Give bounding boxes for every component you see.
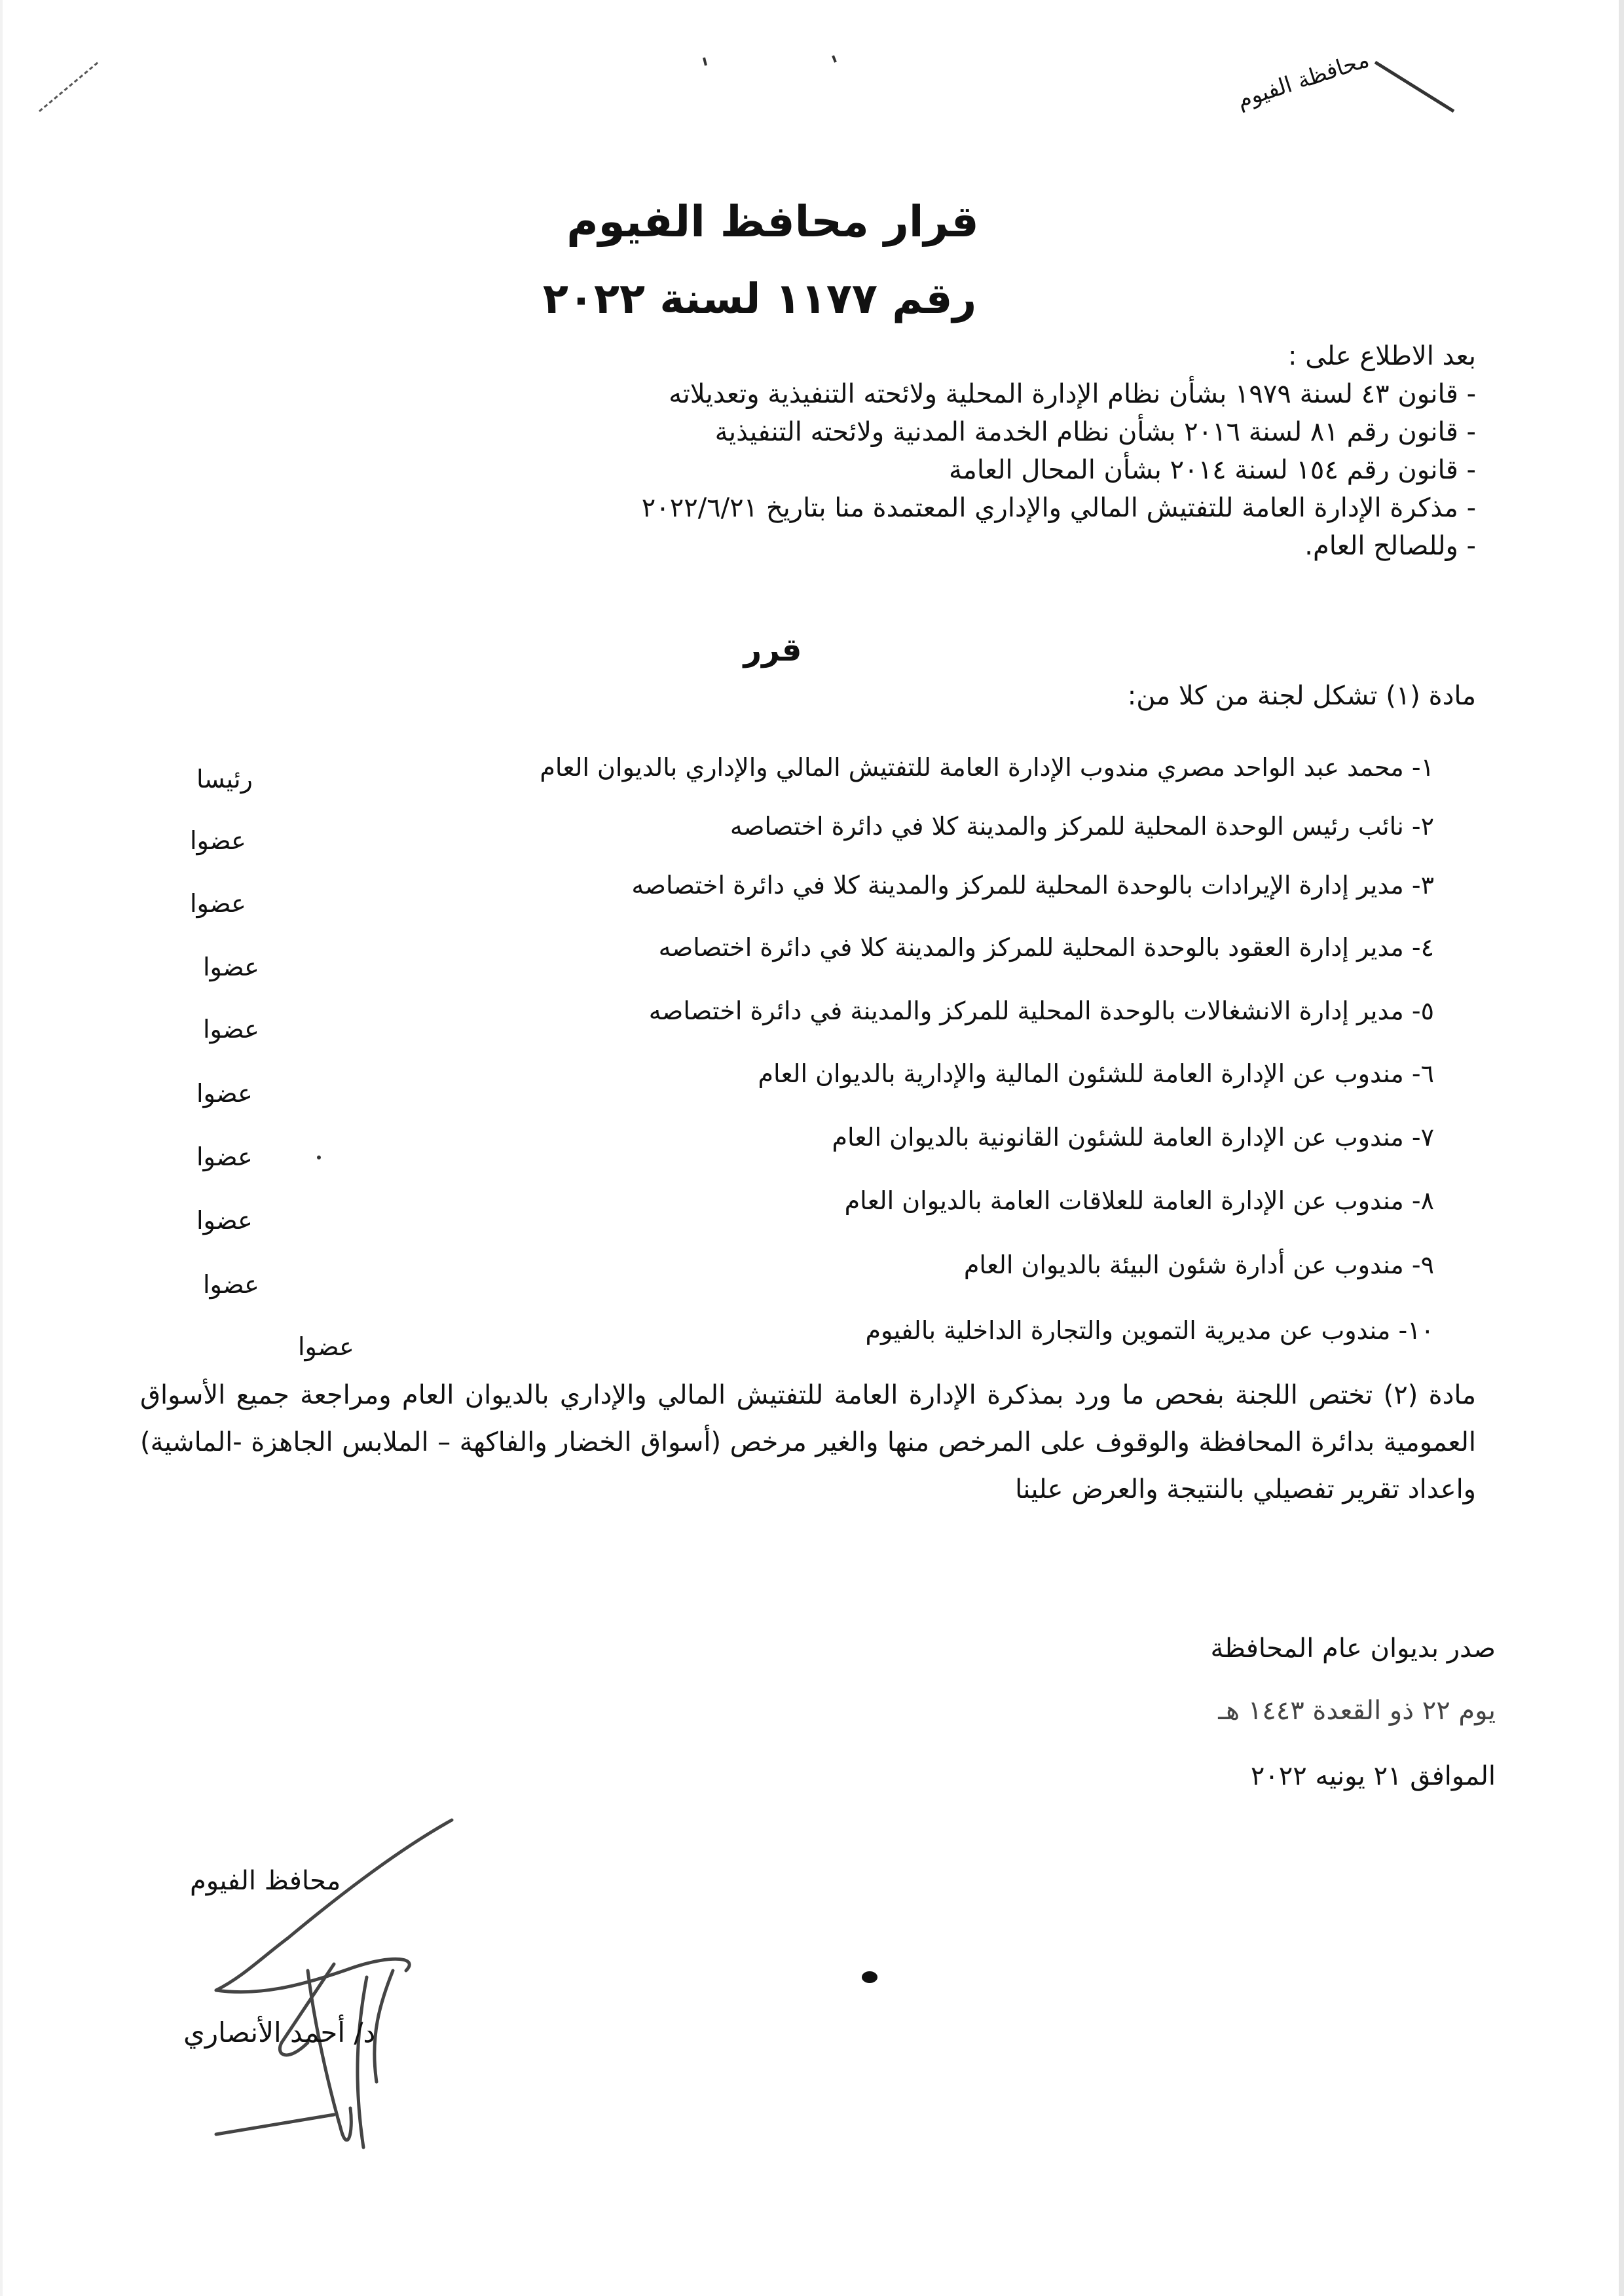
- governor-title: محافظ الفيوم: [190, 1866, 341, 1896]
- preamble-item: - قانون رقم ١٥٤ لسنة ٢٠١٤ بشأن المحال العامة: [948, 455, 1476, 485]
- member-role: عضوا: [196, 1079, 253, 1108]
- member-text: ٤- مدير إدارة العقود بالوحدة المحلية للمركز والمدينة كلا في دائرة اختصاصه: [658, 933, 1434, 962]
- member-role: عضوا: [190, 826, 246, 855]
- decision-heading: قرر: [743, 632, 802, 668]
- member-text: ٥- مدير إدارة الانشغالات بالوحدة المحلية للمركز والمدينة في دائرة اختصاصه: [648, 996, 1434, 1025]
- preamble-item: - قانون رقم ٨١ لسنة ٢٠١٦ بشأن نظام الخدمة المدنية ولائحته التنفيذية: [714, 417, 1476, 447]
- member-role: عضوا: [190, 889, 246, 918]
- member-text: ٩- مندوب عن أدارة شئون البيئة بالديوان العام: [963, 1250, 1434, 1279]
- member-text: ٢- نائب رئيس الوحدة المحلية للمركز والمدينة كلا في دائرة اختصاصه: [729, 812, 1434, 841]
- governor-name: د/ أحمد الأنصاري: [183, 2016, 376, 2049]
- member-text: ٨- مندوب عن الإدارة العامة للعلاقات العامة بالديوان العام: [844, 1186, 1434, 1215]
- preamble-item: - وللصالح العام.: [1304, 531, 1476, 561]
- member-role: عضوا: [196, 1142, 253, 1171]
- preamble-item: - قانون ٤٣ لسنة ١٩٧٩ بشأن نظام الإدارة المحلية ولائحته التنفيذية وتعديلاته: [669, 379, 1476, 409]
- gregorian-date: الموافق ٢١ يونيه ٢٠٢٢: [1250, 1761, 1496, 1791]
- preamble-intro: بعد الاطلاع على :: [1288, 341, 1476, 371]
- member-text: ١٠- مندوب عن مديرية التموين والتجارة الداخلية بالفيوم: [865, 1316, 1434, 1345]
- hijri-date: يوم ٢٢ ذو القعدة ١٤٤٣ هـ: [1218, 1696, 1496, 1726]
- decree-number: رقم ١١٧٧ لسنة ٢٠٢٢: [542, 275, 977, 323]
- member-text: ٣- مدير إدارة الإيرادات بالوحدة المحلية للمركز والمدينة كلا في دائرة اختصاصه: [631, 871, 1434, 900]
- issued-at: صدر بديوان عام المحافظة: [1210, 1633, 1496, 1664]
- member-role: عضوا: [203, 953, 259, 981]
- member-role: عضوا: [203, 1015, 259, 1044]
- member-text: ٦- مندوب عن الإدارة العامة للشئون المالية والإدارية بالديوان العام: [758, 1059, 1434, 1088]
- preamble-item: - مذكرة الإدارة العامة للتفتيش المالي والإداري المعتمدة منا بتاريخ ٢٠٢٢/٦/٢١: [641, 493, 1476, 523]
- article-1: مادة (١) تشكل لجنة من كلا من:: [1127, 681, 1476, 711]
- member-role: رئيسا: [196, 765, 253, 793]
- member-role: عضوا: [196, 1206, 253, 1235]
- member-text: ١- محمد عبد الواحد مصري مندوب الإدارة العامة للتفتيش المالي والإداري بالديوان العام: [540, 753, 1434, 782]
- decree-title: قرار محافظ الفيوم: [566, 196, 979, 247]
- member-role: عضوا: [298, 1332, 354, 1361]
- member-role: عضوا: [203, 1270, 259, 1299]
- article-2: مادة (٢) تختص اللجنة بفحص ما ورد بمذكرة الإدارة العامة للتفتيش المالي والإداري بالديوان العام ومراجعة جميع الأسواق العمومية بدائرة المحافظة والوقوف على المرخص منها والغير مرخص (أسواق الخضار والفاكهة – الملابس الجاهزة -الماشية) واعداد تقرير تفصيلي بالنتيجة والعرض علينا: [140, 1380, 1477, 1504]
- member-text: ٧- مندوب عن الإدارة العامة للشئون القانونية بالديوان العام: [832, 1123, 1434, 1152]
- header-note: محافظة الفيوم: [1234, 46, 1373, 114]
